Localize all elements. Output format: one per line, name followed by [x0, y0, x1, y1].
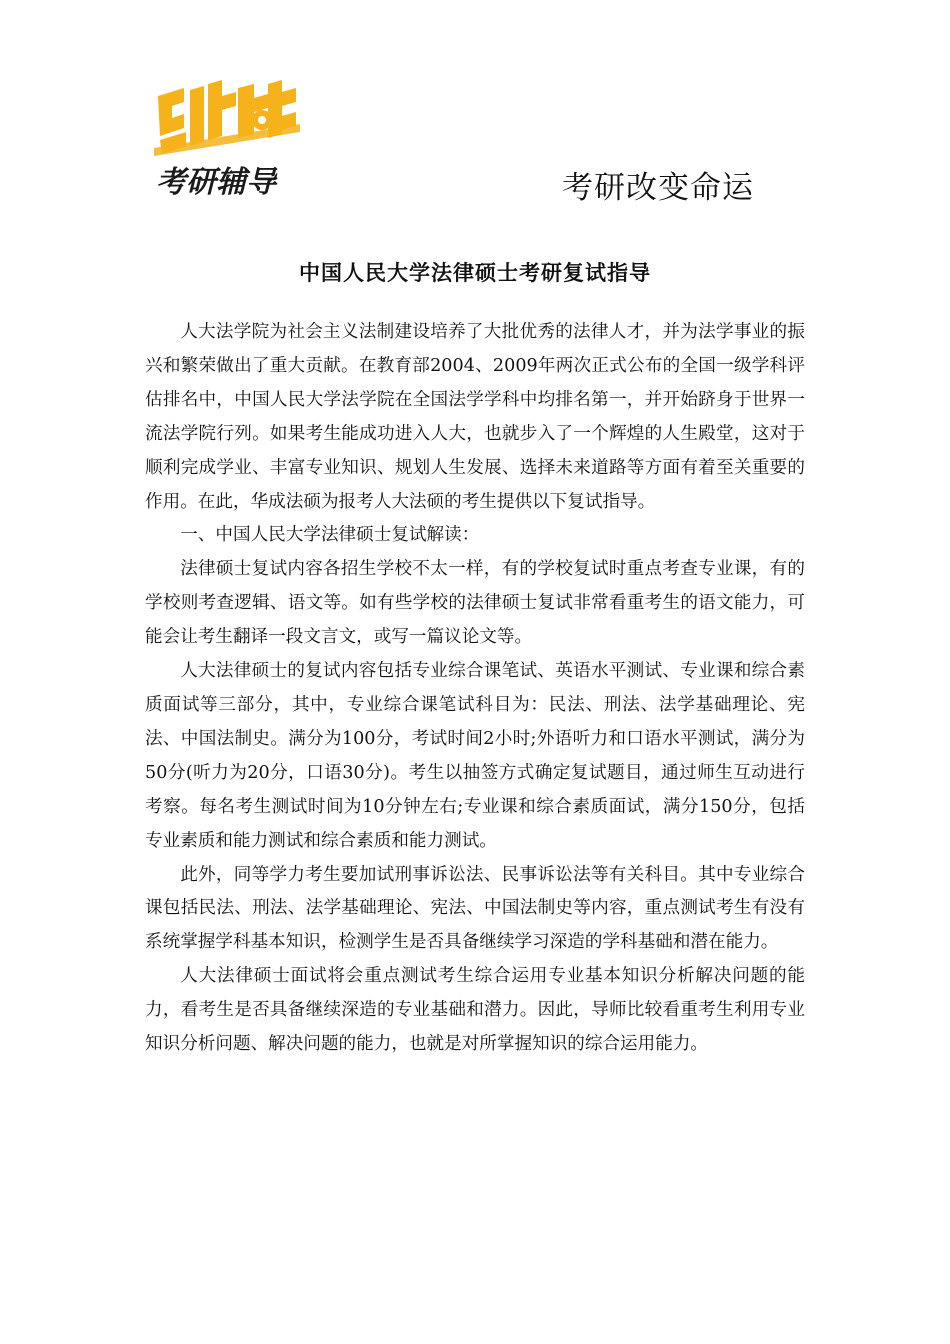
paragraph: 人大法律硕士的复试内容包括专业综合课笔试、英语水平测试、专业课和综合素质面试等三部分，其中，专业综合课笔试科目为：民法、刑法、法学基础理论、宪法、中国法制史。满分为100分，考试时间2小时;外语听力和口语水平测试，满分为50分(听力为20分，口语30分)。考生以抽签方式确定复试题目，通过师生互动进行考察。每名考生测试时间为10分钟左右;专业课和综合素质面试，满分150分，包括专业素质和能力测试和综合素质和能力测试。 — [145, 661, 805, 851]
paragraph-intro: 人大法学院为社会主义法制建设培养了大批优秀的法律人才，并为法学事业的振兴和繁荣做出了重大贡献。在教育部2004、2009年两次正式公布的全国一级学科评估排名中，中国人民大学法学院在全国法学学科中均排名第一，并开始跻身于世界一流法学院行列。如果考生能成功进入人大，也就步入了一个辉煌的人生殿堂，这对于顺利完成学业、丰富专业知识、规划人生发展、选择未来道路等方面有着至关重要的作用。在此，华成法硕为报考人大法硕的考生提供以下复试指导。 — [145, 322, 805, 512]
paragraph: 人大法律硕士面试将会重点测试考生综合运用专业基本知识分析解决问题的能力，看考生是否具备继续深造的专业基础和潜力。因此，导师比较看重考生利用专业知识分析问题、解决问题的能力，也就是对所掌握知识的综合运用能力。 — [145, 966, 805, 1055]
paragraph: 法律硕士复试内容各招生学校不太一样，有的学校复试时重点考查专业课，有的学校则考查逻辑、语文等。如有些学校的法律硕士复试非常看重考生的语文能力，可能会让考生翻译一段文言文，或写一篇议论文等。 — [145, 559, 805, 648]
logo-subtitle: 考研辅导 — [156, 165, 276, 200]
document-body — [145, 316, 805, 1062]
section-heading: 一、中国人民大学法律硕士复试解读： — [180, 525, 480, 546]
document-title: 中国人民大学法律硕士考研复试指导 — [299, 261, 651, 285]
brand-logo — [150, 76, 310, 200]
logo-mark — [154, 80, 300, 156]
paragraph: 此外，同等学力考生要加试刑事诉讼法、民事诉讼法等有关科目。其中专业综合课包括民法、刑法、法学基础理论、宪法、中国法制史等内容，重点测试考生有没有系统掌握学科基本知识，检测学生是否具备继续学习深造的学科基础和潜在能力。 — [145, 864, 805, 953]
slogan: 考研改变命运 — [562, 170, 754, 206]
